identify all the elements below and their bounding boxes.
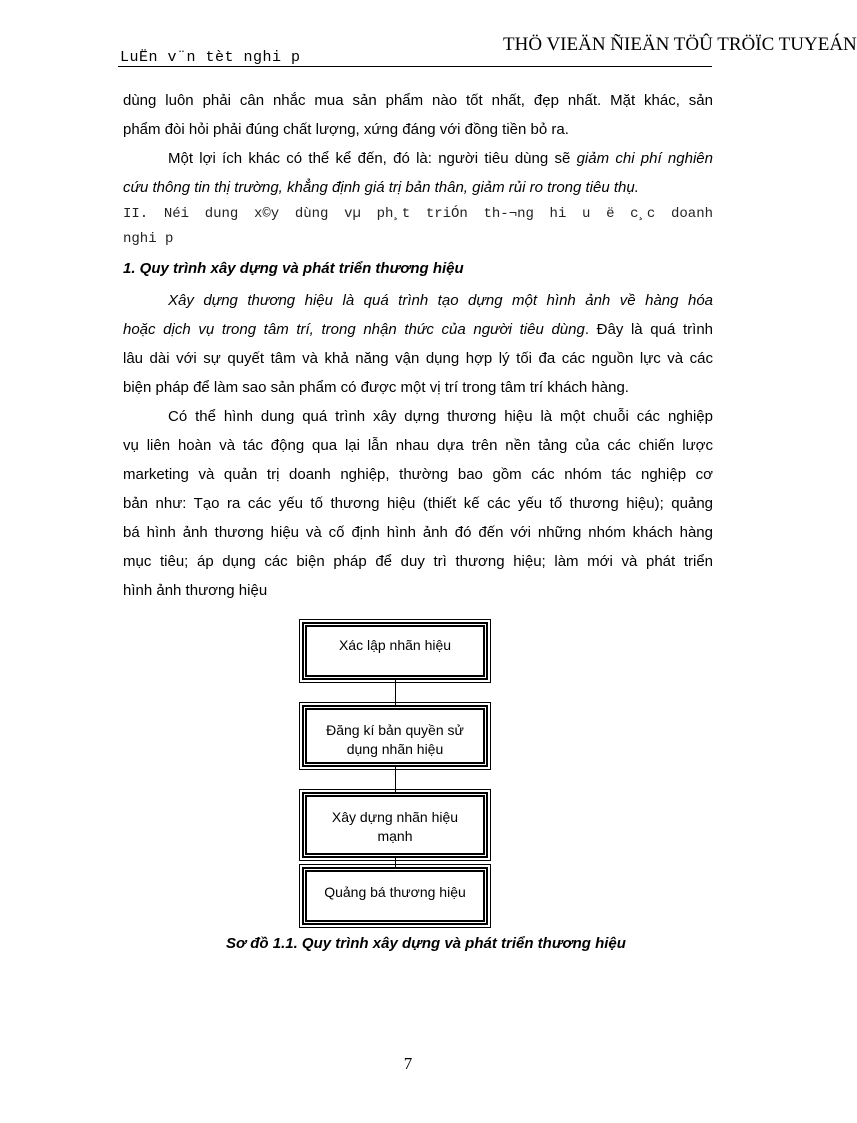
step-3-label-line-1: Xây dựng nhãn hiệu xyxy=(331,809,459,825)
paragraph-4-line-1: Có thể hình dung quá trình xây dựng thương hiệu là một chuỗi các nghiệp xyxy=(168,408,713,425)
step-4-label: Quảng bá thương hiệu xyxy=(324,884,466,900)
paragraph-4-line-4: bản như: Tạo ra các yếu tố thương hiệu (thiết kế các yếu tố thương hiệu); quảng xyxy=(123,495,713,512)
step-3-box xyxy=(302,792,488,858)
paragraph-1-line-1: dùng luôn phải cân nhắc mua sản phẩm nào tốt nhất, đẹp nhất. Mặt khác, sản xyxy=(123,92,713,109)
paragraph-4-line-6: mục tiêu; áp dụng các biện pháp để duy trì thương hiệu; làm mới và phát triển xyxy=(123,553,713,570)
paragraph-4-line-5: bá hình ảnh thương hiệu và cố định hình ảnh đó đến với những nhóm khách hàng xyxy=(123,524,713,541)
paragraph-2-text: Một lợi ích khác có thể kể đến, đó là: người tiêu dùng sẽ xyxy=(168,150,577,167)
paragraph-1-line-2: phẩm đòi hỏi phải đúng chất lượng, xứng đáng với đồng tiền bỏ ra. xyxy=(123,121,569,138)
paragraph-3-text: . Đây là quá trình xyxy=(584,321,713,338)
step-1-box xyxy=(302,622,488,680)
step-1-label: Xác lập nhãn hiệu xyxy=(338,637,452,653)
paragraph-3-emphasis-cont: hoặc dịch vụ trong tâm trí, trong nhận thức của người tiêu dùng xyxy=(123,321,585,338)
paragraph-3-emphasis: Xây dựng thương hiệu là quá trình tạo dựng một hình ảnh về hàng hóa xyxy=(168,292,713,309)
step-2-box xyxy=(302,705,488,767)
paragraph-4-line-3: marketing và quản trị doanh nghiệp, thường bao gồm các nhóm tác nghiệp cơ xyxy=(123,466,713,483)
page-number: 7 xyxy=(403,1054,413,1073)
paragraph-2-line-2 xyxy=(123,179,713,201)
paragraph-3-line-4: biện pháp để làm sao sản phẩm có được một vị trí trong tâm trí khách hàng. xyxy=(123,379,629,396)
subsection-heading: 1. Quy trình xây dựng và phát triển thương hiệu xyxy=(123,260,464,277)
paragraph-2-emphasis: giảm chi phí nghiên xyxy=(576,150,713,167)
step-2-label-line-2: dụng nhãn hiệu xyxy=(346,741,444,757)
header-thesis-label: LuËn v¨n tèt nghi p xyxy=(120,49,301,66)
paragraph-4-line-2: vụ liên hoàn và tác động qua lại lẫn nhau dựa trên nền tảng của các chiến lược xyxy=(123,437,713,454)
step-3-label-line-2: mạnh xyxy=(377,828,413,844)
header-rule xyxy=(118,66,712,67)
paragraph-3-line-1 xyxy=(168,292,713,314)
paragraph-3-line-2 xyxy=(123,321,713,343)
diagram-caption: Sơ đồ 1.1. Quy trình xây dựng và phát triển thương hiệu xyxy=(226,935,626,952)
header-library-label: THÖ VIEÄN ÑIEÄN TÖÛ TRÖÏC TUYEÁN xyxy=(503,34,857,55)
section-heading-line-2: nghi p xyxy=(123,231,174,247)
paragraph-3-line-3: lâu dài với sự quyết tâm và khả năng vận dụng hợp lý tối đa các nguồn lực và các xyxy=(123,350,713,367)
section-heading-line-1: II. Néi dung x©y dùng vµ ph¸t triÓn th-¬ng hi u ë c¸c doanh xyxy=(123,206,713,222)
paragraph-2-emphasis-cont: cứu thông tin thị trường, khẳng định giá trị bản thân, giảm rủi ro trong tiêu thụ. xyxy=(123,179,639,196)
paragraph-4-line-7: hình ảnh thương hiệu xyxy=(123,582,268,599)
step-2-label-line-1: Đăng kí bản quyền sử xyxy=(326,722,464,738)
step-4-box xyxy=(302,867,488,925)
paragraph-2-line-1 xyxy=(168,150,713,172)
